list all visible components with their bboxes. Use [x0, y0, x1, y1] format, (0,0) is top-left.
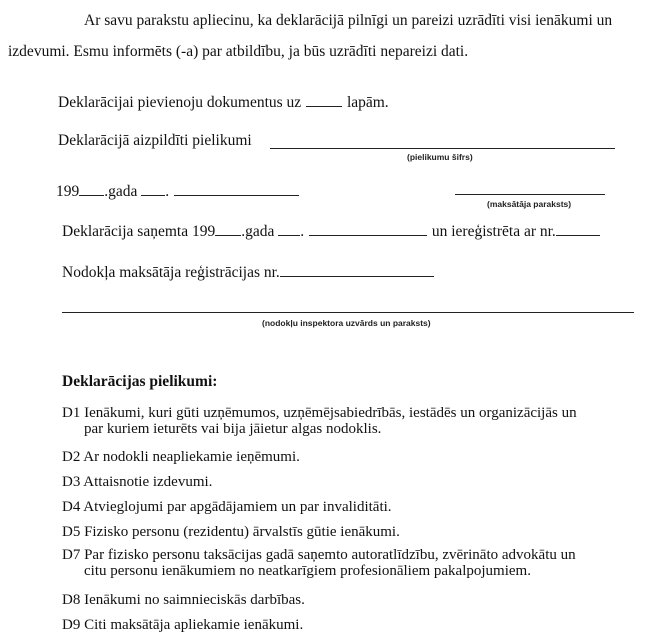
received-day-field[interactable]	[278, 221, 300, 236]
signature-caption: (maksātāja paraksts)	[487, 199, 572, 209]
attachment-text: Ar nodokli neapliekamie ieņēmumi.	[83, 449, 300, 465]
attachment-text-cont: citu personu ienākumiem no neatkarīgiem profesionāliem pakalpojumiem.	[84, 563, 531, 579]
received-dot: .	[300, 223, 305, 240]
filled-attachments-caption: (pielikumu šifrs)	[407, 152, 473, 162]
attachment-code: D9	[62, 617, 81, 633]
attachments-heading: Deklarācijas pielikumi:	[62, 373, 218, 390]
attachment-item-d9	[62, 617, 303, 633]
attachment-text: Fizisko personu (rezidentu) ārvalstīs gūtie ienākumi.	[84, 524, 400, 540]
date-year-field[interactable]	[79, 181, 104, 196]
received-row	[62, 221, 600, 241]
date-gada-label: .gada	[104, 183, 138, 200]
attachment-code: D8	[62, 592, 81, 608]
attachment-code: D2	[62, 449, 81, 465]
attachment-text: Ienākumi no saimnieciskās darbības.	[84, 592, 305, 608]
attachment-text-cont: par kuriem ieturēts vai bija jāietur algas nodoklis.	[84, 421, 382, 437]
attachment-text: Atvieglojumi par apgādājamiem un par invaliditāti.	[83, 499, 392, 515]
inspector-signature-field[interactable]	[62, 312, 634, 313]
attachment-code: D7	[62, 547, 81, 563]
date-row	[56, 181, 300, 201]
taxpayer-reg-row	[62, 262, 434, 282]
date-dot: .	[165, 183, 170, 200]
date-day-field[interactable]	[141, 181, 165, 196]
attachment-item-d2	[62, 449, 300, 465]
attachment-item-d1	[62, 405, 577, 437]
attached-docs-suffix: lapām.	[346, 94, 389, 111]
attachment-item-d5	[62, 524, 400, 540]
taxpayer-reg-label: Nodokļa maksātāja reģistrācijas nr.	[62, 264, 280, 281]
statement-line-2: izdevumi. Esmu informēts (-a) par atbildību, ja būs uzrādīti nepareizi dati.	[8, 43, 469, 60]
attachment-code: D3	[62, 474, 81, 490]
received-gada-label: .gada	[241, 223, 275, 240]
registered-number-field[interactable]	[556, 221, 600, 236]
taxpayer-reg-field[interactable]	[280, 262, 434, 277]
attachment-item-d4	[62, 499, 392, 515]
registered-label: un iereģistrēta ar nr.	[431, 223, 556, 240]
attachment-text: Par fizisko personu taksācijas gadā saņemto autoratlīdzību, zvērināto advokātu un	[84, 547, 576, 563]
filled-attachments-field[interactable]	[270, 148, 615, 149]
attachment-code: D1	[62, 405, 81, 421]
received-month-field[interactable]	[309, 221, 427, 236]
inspector-caption: (nodokļu inspektora uzvārds un paraksts)	[262, 318, 431, 328]
attached-docs-row	[58, 92, 389, 112]
attachment-code: D5	[62, 524, 81, 540]
statement-line-1: Ar savu parakstu apliecinu, ka deklarācijā pilnīgi un pareizi uzrādīti visi ienākumi un	[84, 12, 613, 29]
date-year-prefix: 199	[56, 183, 80, 200]
date-month-field[interactable]	[174, 181, 299, 196]
attachment-text: Ienākumi, kuri gūti uzņēmumos, uzņēmējsabiedrībās, iestādēs un organizācijās un	[84, 405, 577, 421]
attachment-code: D4	[62, 499, 81, 515]
attached-docs-label: Deklarācijai pievienoju dokumentus uz	[58, 94, 302, 111]
filled-attachments-label: Deklarācijā aizpildīti pielikumi	[58, 132, 252, 149]
received-year-field[interactable]	[215, 221, 241, 236]
attachment-item-d3	[62, 474, 212, 490]
signature-field[interactable]	[455, 194, 605, 195]
received-label: Deklarācija saņemta 199	[62, 223, 216, 240]
attachment-item-d8	[62, 592, 305, 608]
attached-docs-pages-field[interactable]	[306, 92, 342, 107]
attachment-item-d7	[62, 547, 576, 579]
attachment-text: Citi maksātāja apliekamie ienākumi.	[84, 617, 304, 633]
attachment-text: Attaisnotie izdevumi.	[83, 474, 213, 490]
